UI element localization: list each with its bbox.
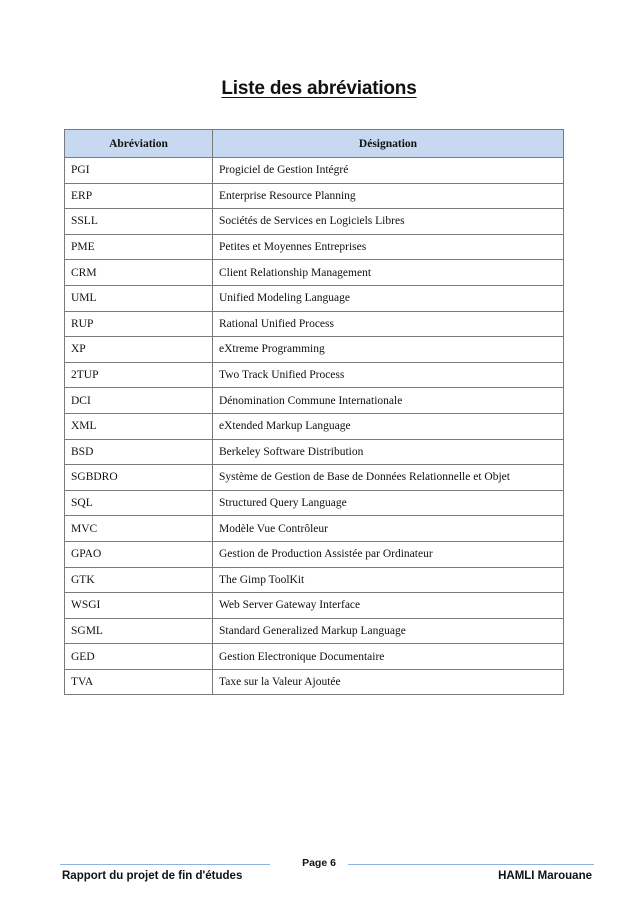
designation-cell: Petites et Moyennes Entreprises — [213, 234, 564, 260]
abbreviation-cell: UML — [65, 285, 213, 311]
footer-author: HAMLI Marouane — [498, 870, 592, 882]
abbreviation-cell: XML — [65, 413, 213, 439]
abbreviation-cell: GED — [65, 644, 213, 670]
designation-cell: Client Relationship Management — [213, 260, 564, 286]
table-row — [65, 362, 564, 388]
designation-cell: Standard Generalized Markup Language — [213, 618, 564, 644]
designation-cell: eXtended Markup Language — [213, 413, 564, 439]
table-row — [65, 183, 564, 209]
abbreviation-cell: GTK — [65, 567, 213, 593]
table-row — [65, 337, 564, 363]
table-row — [65, 490, 564, 516]
abbreviation-cell: ERP — [65, 183, 213, 209]
column-header-abbreviation: Abréviation — [65, 130, 213, 158]
abbreviation-cell: XP — [65, 337, 213, 363]
column-header-designation: Désignation — [213, 130, 564, 158]
abbreviation-cell: SSLL — [65, 209, 213, 235]
abbreviation-cell: WSGI — [65, 593, 213, 619]
designation-cell: Unified Modeling Language — [213, 285, 564, 311]
page-title: Liste des abréviations — [221, 78, 417, 99]
abbreviation-cell: MVC — [65, 516, 213, 542]
designation-cell: Enterprise Resource Planning — [213, 183, 564, 209]
table-row — [65, 413, 564, 439]
table-row — [65, 311, 564, 337]
designation-cell: Système de Gestion de Base de Données Relationnelle et Objet — [213, 465, 564, 491]
table-header-row — [65, 130, 564, 158]
table-row — [65, 644, 564, 670]
designation-cell: Sociétés de Services en Logiciels Libres — [213, 209, 564, 235]
abbreviation-cell: CRM — [65, 260, 213, 286]
designation-cell: The Gimp ToolKit — [213, 567, 564, 593]
abbreviation-cell: TVA — [65, 669, 213, 695]
designation-cell: Gestion Electronique Documentaire — [213, 644, 564, 670]
abbreviation-cell: SGBDRO — [65, 465, 213, 491]
footer-report-title: Rapport du projet de fin d'études — [62, 870, 243, 882]
designation-cell: Rational Unified Process — [213, 311, 564, 337]
table-row — [65, 541, 564, 567]
table-row — [65, 593, 564, 619]
table-row — [65, 465, 564, 491]
abbreviation-cell: GPAO — [65, 541, 213, 567]
table-row — [65, 209, 564, 235]
table-row — [65, 669, 564, 695]
designation-cell: Modèle Vue Contrôleur — [213, 516, 564, 542]
designation-cell: Taxe sur la Valeur Ajoutée — [213, 669, 564, 695]
abbreviation-cell: PGI — [65, 158, 213, 184]
table-row — [65, 567, 564, 593]
designation-cell: Dénomination Commune Internationale — [213, 388, 564, 414]
table-row — [65, 285, 564, 311]
table-body — [65, 158, 564, 695]
designation-cell: Web Server Gateway Interface — [213, 593, 564, 619]
abbreviation-cell: PME — [65, 234, 213, 260]
table-row — [65, 388, 564, 414]
abbreviation-cell: RUP — [65, 311, 213, 337]
table-row — [65, 260, 564, 286]
table-row — [65, 516, 564, 542]
table-row — [65, 158, 564, 184]
designation-cell: Two Track Unified Process — [213, 362, 564, 388]
abbreviation-cell: DCI — [65, 388, 213, 414]
abbreviation-cell: BSD — [65, 439, 213, 465]
abbreviation-cell: 2TUP — [65, 362, 213, 388]
table-row — [65, 618, 564, 644]
table-row — [65, 234, 564, 260]
page-number: Page 6 — [302, 857, 336, 869]
designation-cell: Progiciel de Gestion Intégré — [213, 158, 564, 184]
designation-cell: Structured Query Language — [213, 490, 564, 516]
designation-cell: Berkeley Software Distribution — [213, 439, 564, 465]
abbreviation-cell: SGML — [65, 618, 213, 644]
abbreviations-table — [64, 129, 564, 695]
designation-cell: Gestion de Production Assistée par Ordinateur — [213, 541, 564, 567]
abbreviation-cell: SQL — [65, 490, 213, 516]
designation-cell: eXtreme Programming — [213, 337, 564, 363]
table-row — [65, 439, 564, 465]
